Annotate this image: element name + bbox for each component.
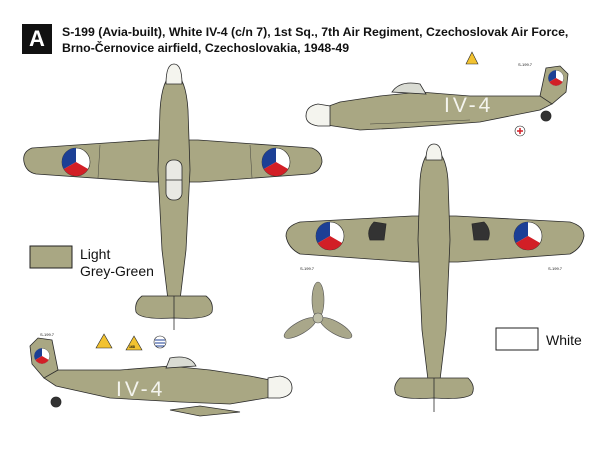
side-lower-code: IV-4 [116,378,166,401]
side-lower-striped-marking-icon [154,336,166,348]
legend-label-white: White [546,332,582,348]
propeller-icon [281,282,354,342]
side-upper-tail-roundel [548,70,563,85]
profile-letter-badge: A [22,24,52,54]
caption-line-1: S-199 (Avia-built), White IV-4 (c/n 7), 1st Sq., 7th Air Regiment, Czechoslovak Air Force, [62,25,569,39]
legend-swatch-grey-green [30,246,72,268]
side-lower-stencil-triangle [126,336,142,350]
side-lower-warning-triangle [96,334,112,348]
side-upper-warning-triangle [466,52,478,64]
top-wing-roundel-left [62,148,90,176]
side-upper-red-cross-icon [515,126,525,136]
svg-text:168: 168 [129,345,135,349]
side-view-lower [30,338,292,416]
side-upper-serial: S-199.7 [518,62,533,67]
underside-roundel-left [316,222,344,250]
underside-serial-right: S-199.7 [548,266,563,271]
legend-label-line-2: Grey-Green [80,263,154,279]
underside-roundel-right [514,222,542,250]
side-upper-code: IV-4 [444,94,494,117]
top-wing-roundel-right [262,148,290,176]
side-lower-tail-roundel [34,348,49,363]
legend-label-line-1: Light [80,246,111,262]
caption-line-2: Brno-Černovice airfield, Czechoslovakia, 1948-49 [62,41,350,55]
side-lower-serial: S-199.7 [40,332,55,337]
underside-serial-left: S-199.7 [300,266,315,271]
legend-label-grey-green [80,246,154,280]
top-view-aircraft [24,64,322,330]
side-view-upper [306,66,568,130]
legend-swatch-white [496,328,538,350]
underside-view-aircraft [286,144,584,412]
